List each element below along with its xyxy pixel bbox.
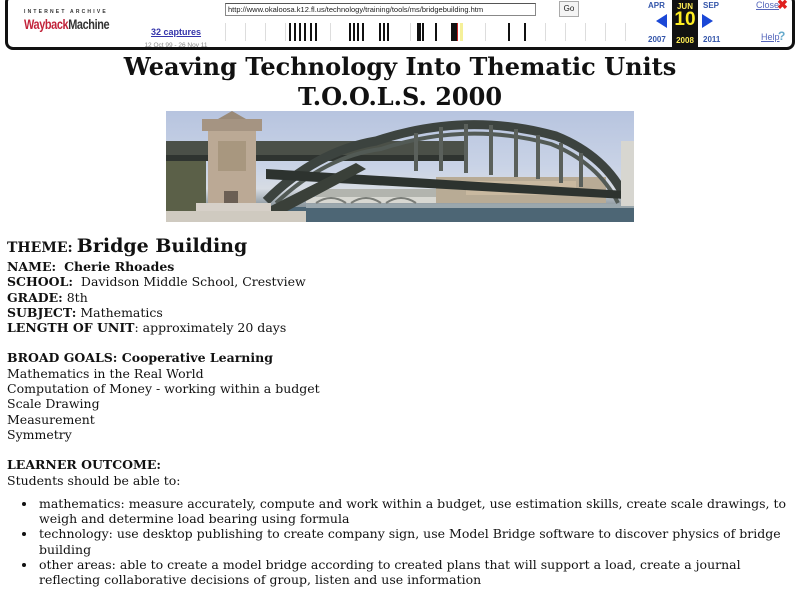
captures-date-range: 12 Oct 99 - 26 Nov 11 bbox=[144, 42, 208, 49]
current-capture-highlight bbox=[672, 0, 698, 47]
field-grade bbox=[7, 290, 797, 305]
timeline-year-divider bbox=[625, 23, 626, 41]
broad-goal-item: Symmetry bbox=[7, 426, 72, 442]
wayback-toolbar bbox=[5, 0, 795, 50]
timeline-capture-bar[interactable] bbox=[422, 23, 424, 41]
timeline-capture-bar[interactable] bbox=[310, 23, 312, 41]
field-value: : approximately 20 days bbox=[134, 320, 287, 336]
timeline-capture-bar[interactable] bbox=[357, 23, 359, 41]
timeline-current-year-highlight bbox=[460, 23, 463, 41]
broad-goal-item: Mathematics in the Real World bbox=[7, 365, 204, 381]
timeline-capture-bar[interactable] bbox=[294, 23, 296, 41]
timeline-year-divider bbox=[245, 23, 246, 41]
captures-summary bbox=[136, 22, 216, 49]
broad-goals-heading: BROAD GOALS: Cooperative Learning bbox=[7, 350, 273, 366]
help-question-icon[interactable]: ? bbox=[778, 29, 786, 43]
url-input[interactable]: http://www.okaloosa.k12.fl.us/technology/training/tools/ms/bridgebuilding.htm bbox=[225, 3, 536, 16]
field-label: SUBJECT: bbox=[7, 304, 77, 320]
logo-wayback-machine-text: WaybackMachine bbox=[24, 16, 110, 32]
go-button[interactable]: Go bbox=[559, 1, 579, 17]
timeline-current-capture[interactable] bbox=[457, 23, 458, 41]
timeline-year-divider bbox=[330, 23, 331, 41]
timeline-capture-bar[interactable] bbox=[383, 23, 385, 41]
lesson-content bbox=[7, 236, 797, 588]
theme-line bbox=[7, 236, 797, 259]
outcome-item-mathematics: • mathematics: measure accurately, compute and work within a budget, use estimation skills, create scale drawings, to weigh and determine load bearing using formula bbox=[37, 496, 797, 527]
spacer bbox=[7, 335, 797, 350]
field-value: Cherie Rhoades bbox=[64, 259, 175, 274]
timeline-capture-bar[interactable] bbox=[417, 23, 421, 41]
spacer bbox=[7, 442, 797, 457]
next-month-label[interactable]: SEP bbox=[703, 1, 720, 10]
field-label: SCHOOL: bbox=[7, 274, 73, 290]
timeline-capture-bar[interactable] bbox=[315, 23, 317, 41]
timeline-capture-bar[interactable] bbox=[353, 23, 355, 41]
field-label: NAME: bbox=[7, 259, 57, 274]
timeline-year-divider bbox=[410, 23, 411, 41]
timeline-capture-bar[interactable] bbox=[289, 23, 291, 41]
broad-goal-item: Measurement bbox=[7, 411, 95, 427]
timeline-capture-bar[interactable] bbox=[387, 23, 389, 41]
timeline-capture-bar[interactable] bbox=[304, 23, 306, 41]
capture-calendar-navigator bbox=[645, 0, 735, 47]
field-name bbox=[7, 259, 797, 274]
next-year-label[interactable]: 2011 bbox=[703, 35, 721, 44]
page-subtitle: T.O.O.L.S. 2000 bbox=[297, 82, 503, 111]
current-month-label: JUN bbox=[676, 2, 693, 11]
timeline-year-divider bbox=[485, 23, 486, 41]
close-toolbar-link[interactable]: Close bbox=[756, 0, 780, 10]
wayback-logo[interactable] bbox=[24, 9, 110, 32]
prev-capture-arrow-icon[interactable] bbox=[656, 14, 667, 28]
field-label: LENGTH OF UNIT bbox=[7, 320, 135, 336]
field-value: 8th bbox=[66, 289, 88, 305]
field-length-of-unit bbox=[7, 320, 797, 335]
prev-year-label[interactable]: 2007 bbox=[648, 35, 666, 44]
bridge-banner-image bbox=[166, 111, 634, 222]
outcome-item-technology: • technology: use desktop publishing to create company sign, use Model Bridge software to discover physics of bridge building bbox=[37, 526, 797, 557]
theme-value: Bridge Building bbox=[76, 235, 248, 257]
timeline-year-divider bbox=[265, 23, 266, 41]
field-value: Mathematics bbox=[80, 304, 163, 320]
timeline-capture-bar[interactable] bbox=[299, 23, 301, 41]
learner-outcome-heading: LEARNER OUTCOME: bbox=[7, 457, 162, 473]
timeline-year-divider bbox=[225, 23, 226, 41]
timeline-capture-bar[interactable] bbox=[508, 23, 510, 41]
learner-outcome-intro: Students should be able to: bbox=[7, 472, 181, 488]
field-value: Davidson Middle School, Crestview bbox=[80, 274, 306, 290]
current-year-label: 2008 bbox=[676, 36, 694, 45]
outcome-item-other-areas: • other areas: able to create a model bridge according to created plans that will support a load, create a journal reflecting collaborative decisions of group, listen and use information bbox=[37, 557, 797, 588]
learner-outcome-list bbox=[7, 496, 797, 588]
theme-label: THEME: bbox=[7, 240, 73, 256]
timeline-capture-bar[interactable] bbox=[379, 23, 381, 41]
capture-timeline-sparkline[interactable] bbox=[223, 21, 643, 42]
broad-goal-item: Scale Drawing bbox=[7, 396, 100, 412]
timeline-year-divider bbox=[545, 23, 546, 41]
logo-internet-archive-text: INTERNET ARCHIVE bbox=[24, 9, 108, 15]
field-school bbox=[7, 274, 797, 289]
page-title: Weaving Technology Into Thematic Units bbox=[123, 52, 677, 81]
current-day-label: 10 bbox=[674, 9, 696, 30]
prev-month-label[interactable]: APR bbox=[648, 1, 665, 10]
help-link[interactable]: Help bbox=[761, 32, 780, 42]
timeline-capture-bar[interactable] bbox=[362, 23, 364, 41]
timeline-year-divider bbox=[565, 23, 566, 41]
timeline-year-divider bbox=[285, 23, 286, 41]
broad-goal-item: Computation of Money - working within a budget bbox=[7, 381, 320, 397]
timeline-capture-bar[interactable] bbox=[349, 23, 351, 41]
close-icon[interactable]: ✖ bbox=[777, 0, 788, 12]
timeline-capture-bar[interactable] bbox=[435, 23, 437, 41]
timeline-capture-bar[interactable] bbox=[524, 23, 526, 41]
bridge-illustration bbox=[166, 111, 634, 222]
timeline-year-divider bbox=[605, 23, 606, 41]
timeline-year-divider bbox=[585, 23, 586, 41]
field-subject bbox=[7, 305, 797, 320]
captures-link[interactable]: 32 captures bbox=[150, 27, 202, 37]
next-capture-arrow-icon[interactable] bbox=[702, 14, 713, 28]
field-label: GRADE: bbox=[7, 289, 63, 305]
